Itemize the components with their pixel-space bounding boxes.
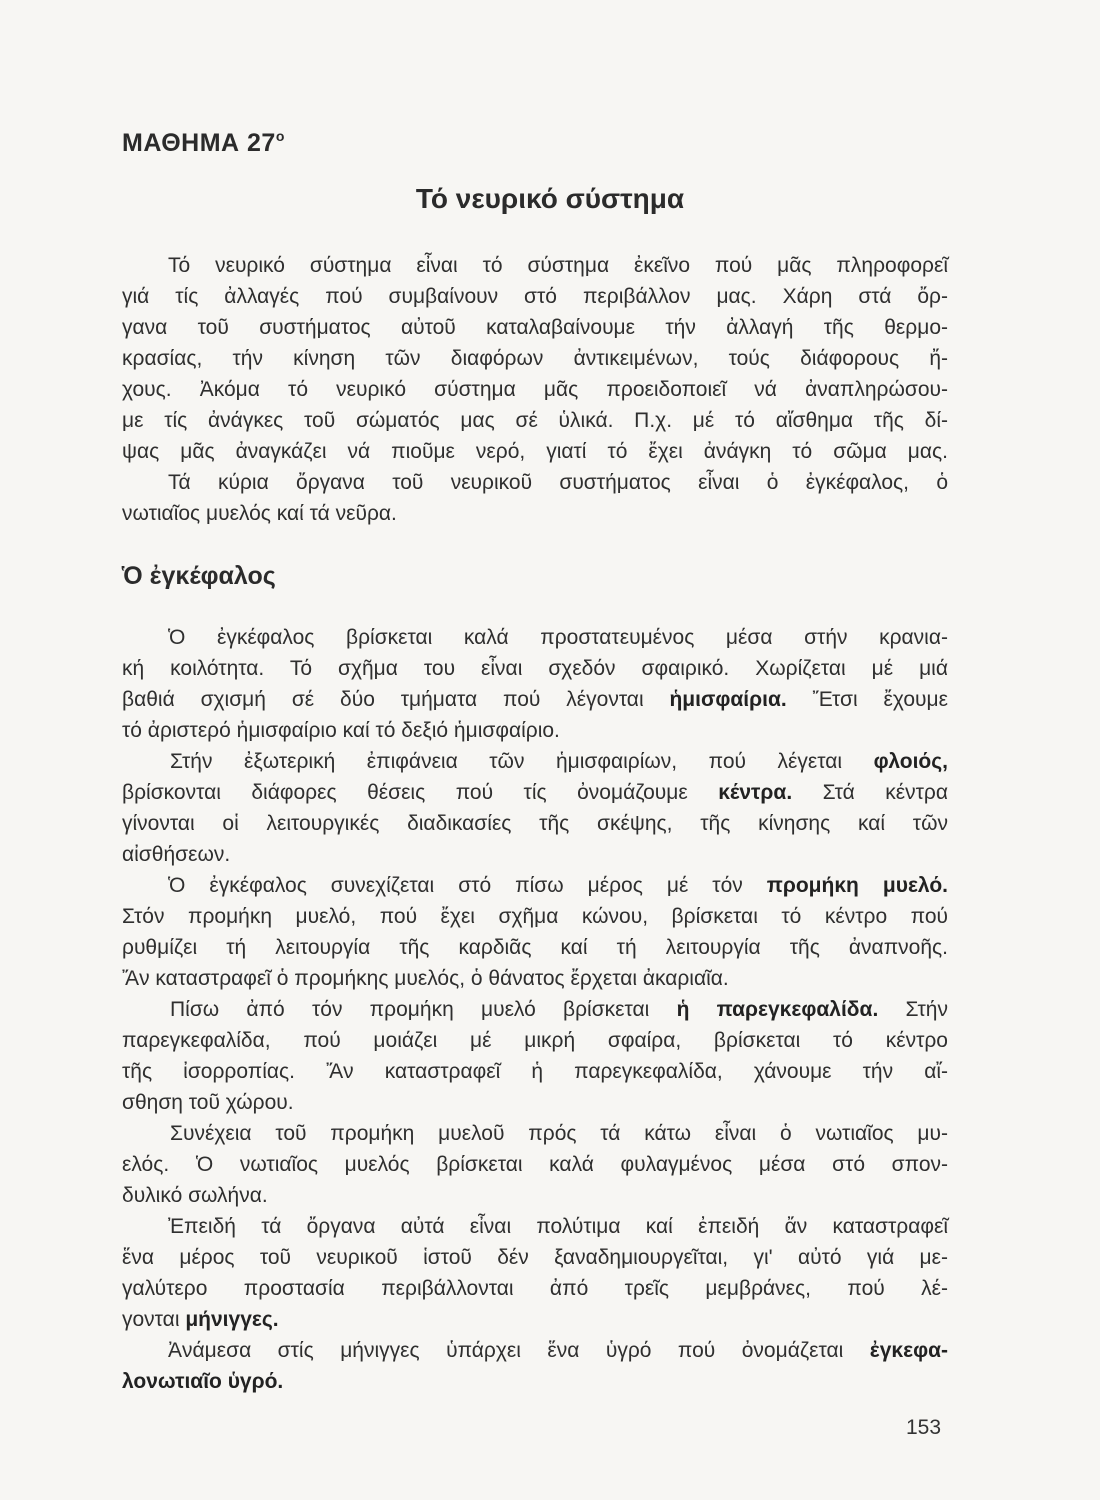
text-line: κρασίας, τήν κίνηση τῶν διαφόρων ἀντικειμένων, τούς διάφορους ἤ-	[122, 347, 948, 370]
text-line: γιά τίς ἀλλαγές πού συμβαίνουν στό περιβάλλον μας. Χάρη στά ὄρ-	[122, 285, 948, 308]
text-line: με τίς ἀνάγκες τοῦ σώματός μας σέ ὑλικά. Π.χ. μέ τό αἴσθημα τῆς δί-	[122, 409, 948, 432]
term-cortex: φλοιός,	[873, 750, 948, 773]
text-line: δυλικό σωλήνα.	[122, 1184, 268, 1207]
section-heading: Ὁ ἐγκέφαλος	[122, 562, 276, 590]
term-medulla: προμήκη μυελό.	[766, 874, 948, 897]
term-csf: ἐγκεφα-	[869, 1339, 948, 1362]
text-line: γίνονται οἱ λειτουργικές διαδικασίες τῆς σκέψης, τῆς κίνησης καί τῶν	[122, 812, 948, 835]
text-line: νωτιαῖος μυελός καί τά νεῦρα.	[122, 502, 397, 525]
text-line: σθηση τοῦ χώρου.	[122, 1091, 294, 1114]
text-line: Ὁ ἐγκέφαλος βρίσκεται καλά προστατευμένος μέσα στήν κρανια-	[168, 626, 948, 649]
term-hemispheres: ἡμισφαίρια.	[669, 688, 787, 711]
text-line: Στήν ἐξωτερική ἐπιφάνεια τῶν ἡμισφαιρίων, πού λέγεται φλοιός,	[170, 750, 948, 773]
lesson-ordinal: ο	[275, 128, 285, 144]
intro-paragraph	[122, 250, 948, 529]
text-line: Ὁ ἐγκέφαλος συνεχίζεται στό πίσω μέρος μέ τόν προμήκη μυελό.	[168, 874, 948, 897]
brain-section-text	[122, 622, 948, 1397]
text-line: Πίσω ἀπό τόν προμήκη μυελό βρίσκεται ἡ παρεγκεφαλίδα. Στήν	[170, 998, 948, 1021]
text-line: ρυθμίζει τή λειτουργία τῆς καρδιᾶς καί τή λειτουργία τῆς ἀναπνοῆς.	[122, 936, 948, 959]
text-line: Στόν προμήκη μυελό, πού ἔχει σχῆμα κώνου, βρίσκεται τό κέντρο πού	[122, 905, 948, 928]
lesson-label: ΜΑΘΗΜΑ 27	[122, 129, 276, 157]
lesson-heading	[122, 128, 285, 158]
term-meninges: μήνιγγες.	[185, 1308, 279, 1331]
text-line: χους. Ἀκόμα τό νευρικό σύστημα μᾶς προειδοποιεῖ νά ἀναπληρώσου-	[122, 378, 948, 401]
text-line: Ἄν καταστραφεῖ ὁ προμήκης μυελός, ὁ θάνατος ἔρχεται ἀκαριαῖα.	[122, 967, 729, 990]
text-line: Ἀνάμεσα στίς μήνιγγες ὑπάρχει ἕνα ὑγρό πού ὀνομάζεται ἐγκεφα-	[168, 1339, 948, 1362]
text-line: αἰσθήσεων.	[122, 843, 231, 866]
text-line: τῆς ἰσορροπίας. Ἄν καταστραφεῖ ἡ παρεγκεφαλίδα, χάνουμε τήν αἴ-	[122, 1060, 948, 1083]
page-number: 153	[906, 1416, 942, 1439]
text-line: Τά κύρια ὄργανα τοῦ νευρικοῦ συστήματος εἶναι ὁ ἐγκέφαλος, ὁ	[168, 471, 948, 494]
text-line: ἕνα μέρος τοῦ νευρικοῦ ἱστοῦ δέν ξαναδημιουργεῖται, γι' αὐτό γιά με-	[122, 1246, 948, 1269]
text-line: παρεγκεφαλίδα, πού μοιάζει μέ μικρή σφαίρα, βρίσκεται τό κέντρο	[122, 1029, 948, 1052]
term-cerebellum: ἡ παρεγκεφαλίδα.	[676, 998, 879, 1021]
text-line: γονται μήνιγγες.	[122, 1308, 279, 1331]
text-line: ελός. Ὁ νωτιαῖος μυελός βρίσκεται καλά φυλαγμένος μέσα στό σπον-	[122, 1153, 948, 1176]
term-csf-cont: λονωτιαῖο ὑγρό.	[122, 1370, 284, 1393]
text-line: Τό νευρικό σύστημα εἶναι τό σύστημα ἐκεῖνο πού μᾶς πληροφορεῖ	[168, 254, 948, 277]
term-centers: κέντρα.	[718, 781, 793, 804]
text-line: Συνέχεια τοῦ προμήκη μυελοῦ πρός τά κάτω εἶναι ὁ νωτιαῖος μυ-	[170, 1122, 948, 1145]
text-line: ψας μᾶς ἀναγκάζει νά πιοῦμε νερό, γιατί τό ἔχει ἀνάγκη τό σῶμα μας.	[122, 440, 948, 463]
text-line: κή κοιλότητα. Τό σχῆμα του εἶναι σχεδόν σφαιρικό. Χωρίζεται μέ μιά	[122, 657, 948, 680]
text-line	[122, 1366, 948, 1397]
text-line: Ἐπειδή τά ὄργανα αὐτά εἶναι πολύτιμα καί ἐπειδή ἄν καταστραφεῖ	[168, 1215, 948, 1238]
text-line: τό ἀριστερό ἡμισφαίριο καί τό δεξιό ἡμισφαίριο.	[122, 719, 560, 742]
text-line: γανα τοῦ συστήματος αὐτοῦ καταλαβαίνουμε τήν ἀλλαγή τῆς θερμο-	[122, 316, 948, 339]
text-line: βαθιά σχισμή σέ δύο τμήματα πού λέγονται ἡμισφαίρια. Ἔτσι ἔχουμε	[122, 688, 948, 711]
page-title: Τό νευρικό σύστημα	[415, 183, 685, 214]
text-line: βρίσκονται διάφορες θέσεις πού τίς ὀνομάζουμε κέντρα. Στά κέντρα	[122, 781, 949, 804]
text-line: γαλύτερο προστασία περιβάλλονται ἀπό τρεῖς μεμβράνες, πού λέ-	[122, 1277, 948, 1300]
